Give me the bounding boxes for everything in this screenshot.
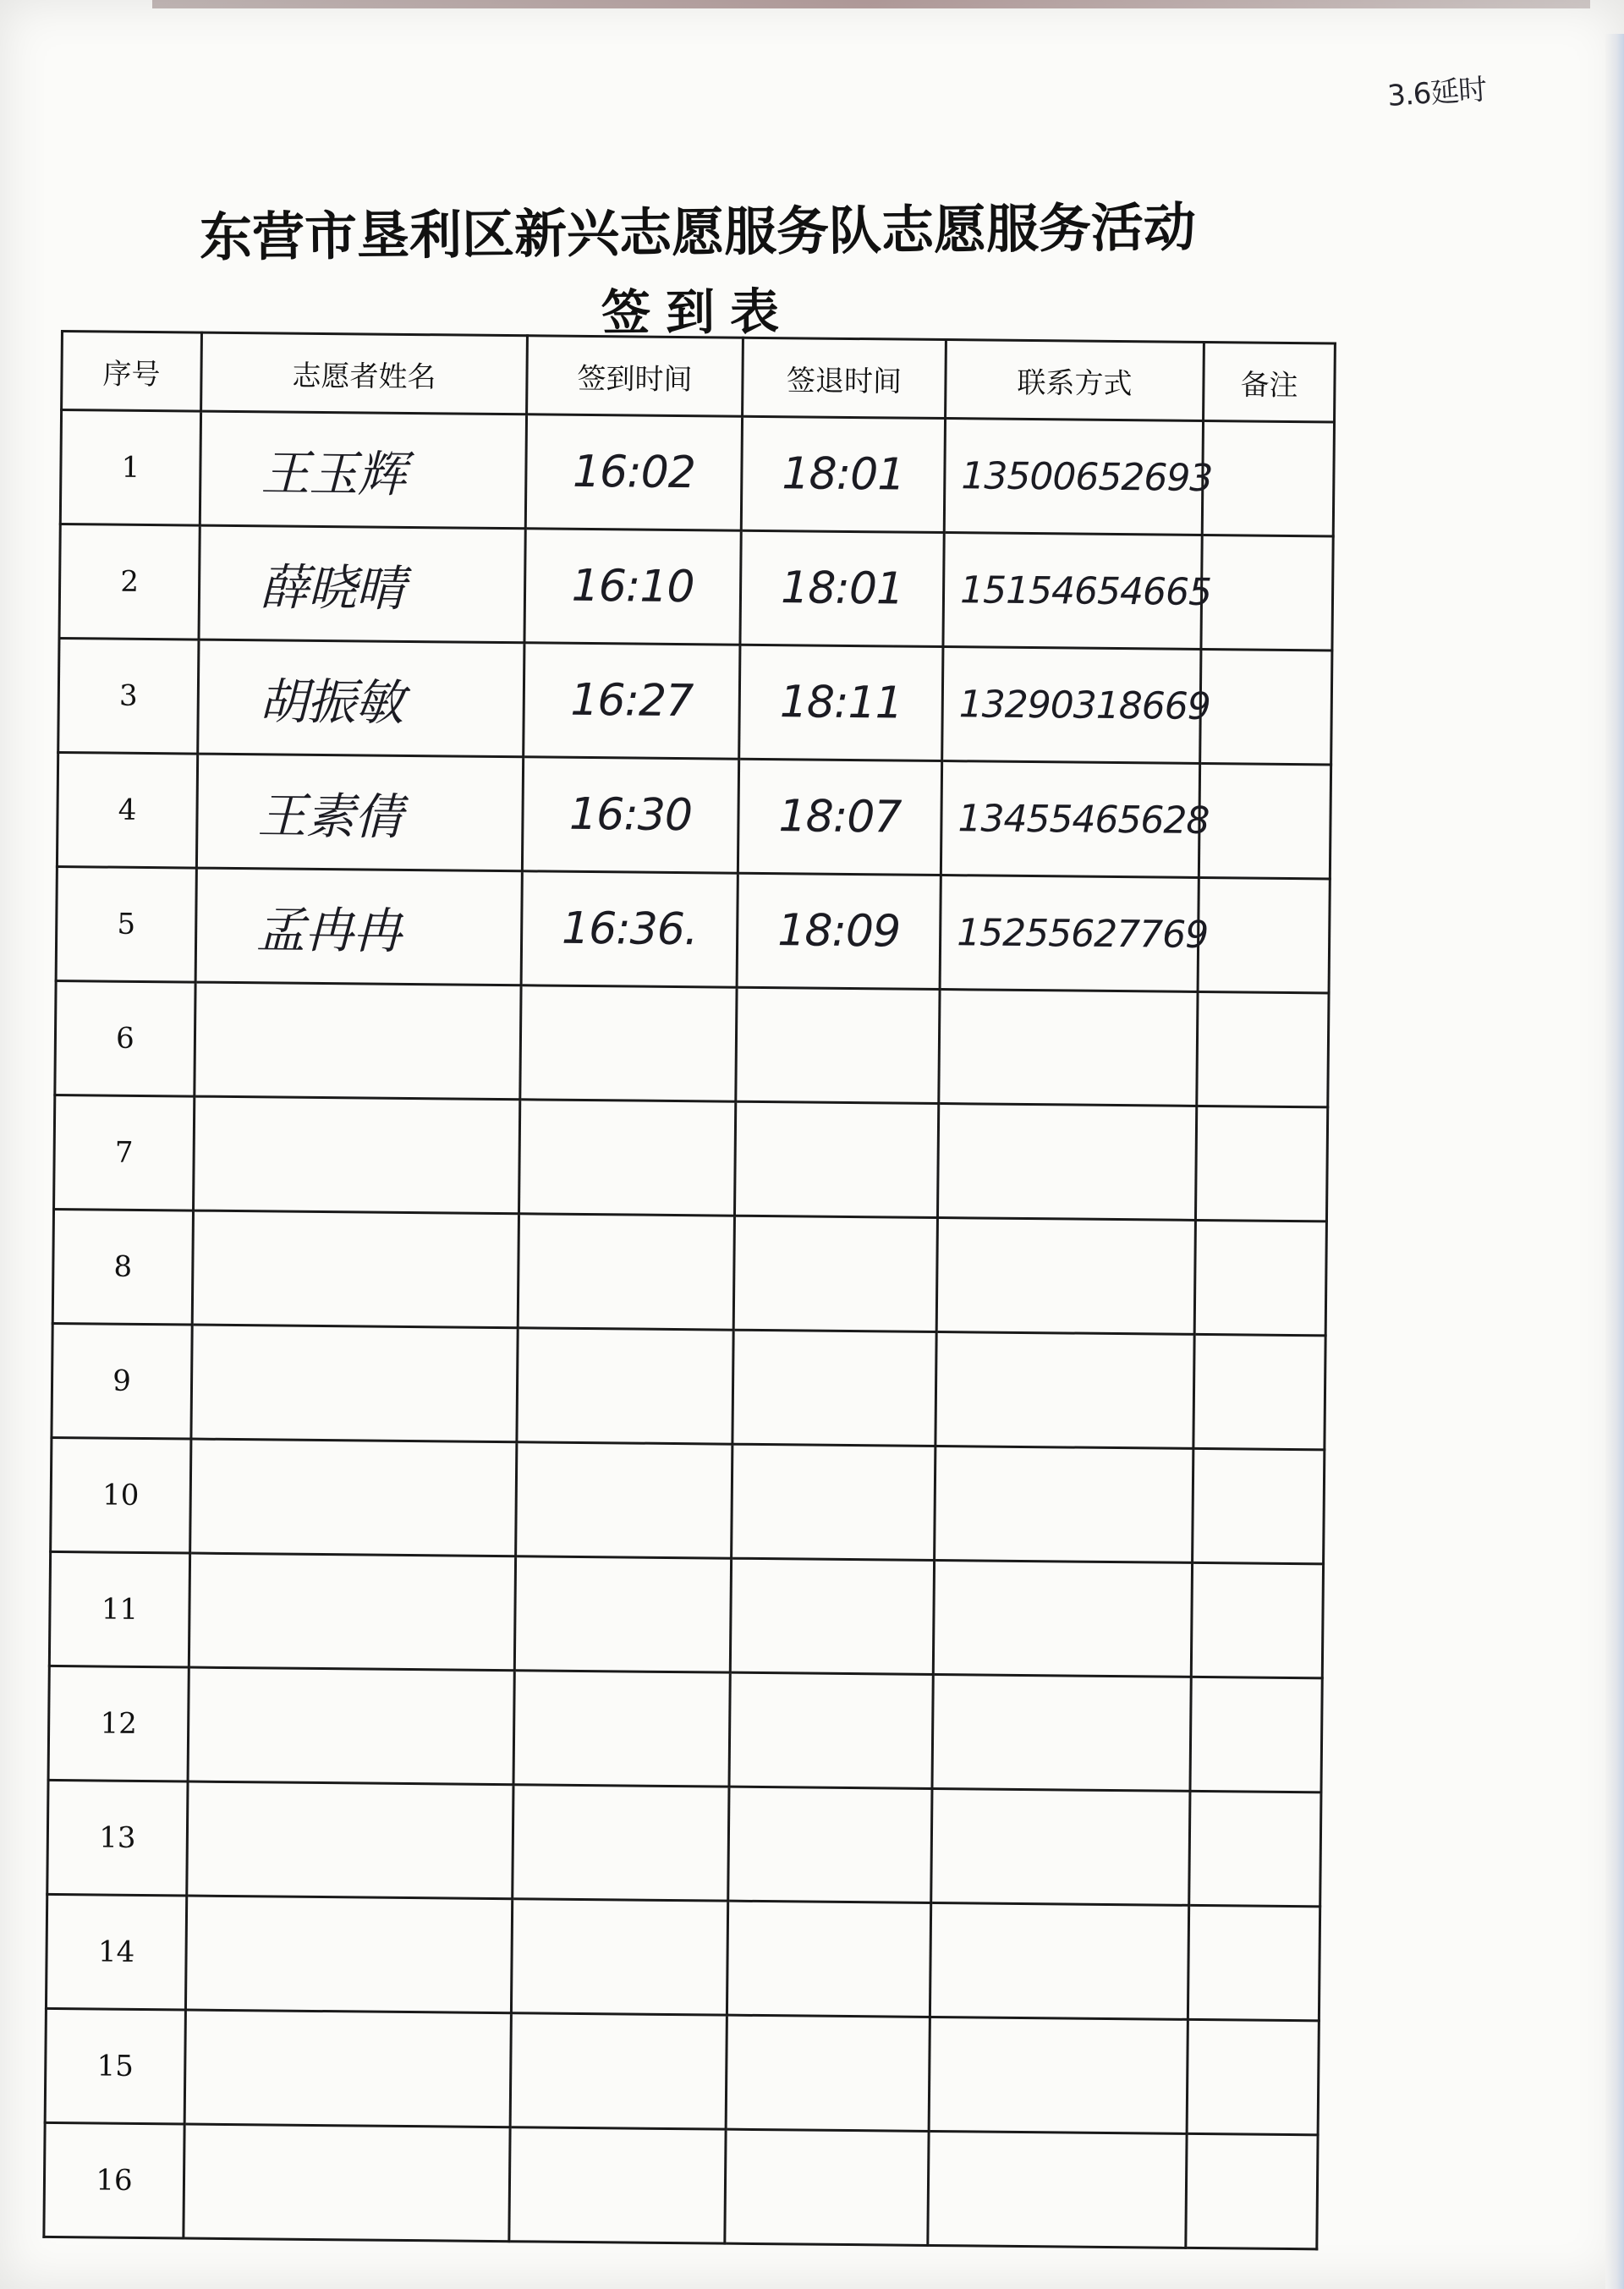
table-row (55, 980, 1329, 1106)
cell-remark (1194, 1220, 1326, 1335)
cell-phone (935, 1446, 1193, 1562)
table-row (60, 410, 1334, 536)
cell-name: 薛晓晴 (199, 525, 525, 643)
cell-remark (1201, 535, 1333, 650)
cell-sign-in (514, 1556, 731, 1672)
document-title: 东营市垦利区新兴志愿服务队志愿服务活动 (199, 195, 1197, 269)
table-row (51, 1437, 1325, 1563)
sign-in-table-wrapper (42, 330, 1334, 2250)
cell-phone (929, 2017, 1188, 2133)
paper-top-edge (152, 0, 1590, 8)
cell-name (195, 982, 521, 1100)
table-row (49, 1551, 1323, 1677)
cell-seq: 6 (55, 980, 195, 1096)
cell-sign-out (730, 1558, 934, 1674)
table-row (59, 524, 1333, 650)
cell-remark (1188, 1905, 1320, 2020)
cell-sign-out (732, 1444, 935, 1560)
cell-phone: 13455465628 (941, 761, 1199, 878)
cell-sign-out: 18:09 (737, 873, 941, 989)
table-row (54, 1095, 1328, 1221)
cell-phone (932, 1674, 1191, 1791)
cell-sign-in: 16:02 (525, 414, 742, 530)
header-sign-out: 签退时间 (743, 338, 946, 418)
cell-remark (1193, 1448, 1325, 1563)
cell-name: 胡振敏 (198, 639, 524, 757)
cell-name (184, 2124, 510, 2242)
cell-remark (1186, 2133, 1318, 2248)
cell-phone: 15255627769 (940, 876, 1199, 992)
cell-remark (1199, 763, 1330, 878)
table-header-row (62, 332, 1336, 422)
cell-sign-in: 16:10 (524, 529, 741, 645)
cell-phone (933, 1560, 1192, 1677)
cell-phone (931, 1788, 1190, 1905)
cell-phone: 13290318669 (942, 647, 1201, 764)
cell-seq: 14 (46, 1894, 186, 2010)
cell-remark (1198, 877, 1330, 992)
cell-name (184, 2010, 511, 2127)
cell-remark (1200, 649, 1332, 764)
cell-seq: 3 (58, 638, 199, 754)
cell-phone (936, 1217, 1195, 1334)
cell-seq: 5 (56, 866, 196, 982)
cell-name (194, 1096, 520, 1214)
cell-seq: 2 (59, 524, 200, 640)
table-row (47, 1780, 1321, 1906)
header-contact: 联系方式 (946, 340, 1204, 421)
cell-sign-in (510, 2013, 727, 2129)
cell-name (192, 1210, 518, 1328)
cell-remark (1193, 1334, 1325, 1449)
cell-sign-out (732, 1330, 936, 1446)
cell-sign-in (513, 1785, 729, 1901)
cell-remark (1191, 1562, 1323, 1677)
cell-seq: 4 (57, 752, 197, 868)
cell-remark (1202, 420, 1334, 535)
cell-sign-out (725, 2129, 929, 2245)
header-seq: 序号 (62, 332, 202, 412)
cell-sign-in: 16:36. (521, 871, 738, 987)
handwritten-note: 3.6延时 (1385, 72, 1488, 114)
cell-phone (939, 990, 1198, 1106)
cell-sign-out: 18:01 (740, 530, 944, 646)
cell-seq: 8 (52, 1209, 193, 1325)
cell-sign-out (733, 1216, 937, 1331)
cell-sign-in: 16:27 (524, 643, 740, 759)
cell-seq: 13 (47, 1780, 188, 1896)
cell-sign-in (518, 1214, 734, 1330)
table-row (45, 2008, 1319, 2134)
cell-phone (928, 2131, 1187, 2248)
cell-sign-in (520, 985, 737, 1101)
cell-sign-in: 16:30 (522, 757, 738, 873)
cell-phone (930, 1902, 1188, 2019)
cell-remark (1189, 1791, 1321, 1906)
cell-remark (1187, 2019, 1319, 2134)
cell-seq: 10 (51, 1437, 191, 1553)
cell-phone: 15154654665 (943, 533, 1202, 650)
cell-sign-out: 18:07 (738, 759, 941, 875)
cell-sign-out (729, 1672, 933, 1788)
paper-right-edge (1605, 34, 1624, 2289)
cell-sign-in (517, 1328, 733, 1444)
table-row (57, 752, 1330, 878)
cell-seq: 7 (54, 1095, 195, 1210)
header-sign-in: 签到时间 (527, 336, 743, 416)
table-row (46, 1894, 1320, 2020)
cell-sign-out (727, 1901, 930, 2017)
cell-seq: 1 (60, 410, 200, 526)
cell-phone (937, 1104, 1196, 1221)
cell-seq: 16 (44, 2122, 184, 2238)
cell-name (185, 1896, 512, 2013)
cell-sign-out (726, 2015, 930, 2131)
cell-phone (935, 1331, 1194, 1448)
cell-seq: 11 (49, 1551, 189, 1667)
cell-phone: 13500652693 (944, 419, 1203, 535)
cell-remark (1197, 991, 1329, 1106)
header-remark: 备注 (1204, 342, 1336, 421)
cell-sign-out: 18:11 (739, 645, 943, 760)
cell-remark (1190, 1677, 1322, 1792)
cell-name (191, 1325, 518, 1442)
document-subtitle: 签到表 (601, 283, 795, 342)
cell-name: 王素倩 (196, 754, 523, 871)
table-row (56, 866, 1330, 992)
cell-name (188, 1667, 514, 1785)
cell-seq: 9 (52, 1323, 192, 1439)
cell-sign-in (518, 1100, 735, 1216)
cell-name: 王玉辉 (200, 411, 526, 529)
cell-sign-out (736, 987, 940, 1103)
sign-in-table (42, 330, 1336, 2250)
cell-name (187, 1781, 513, 1899)
cell-sign-in (513, 1671, 730, 1787)
cell-name (190, 1439, 517, 1556)
cell-remark (1195, 1106, 1327, 1221)
cell-sign-in (509, 2127, 726, 2243)
table-row (52, 1209, 1326, 1335)
cell-sign-in (511, 1899, 727, 2015)
cell-name: 孟冉冉 (195, 868, 522, 985)
cell-sign-out (728, 1787, 932, 1902)
cell-seq: 15 (45, 2008, 185, 2124)
table-row (58, 638, 1332, 764)
cell-sign-in (516, 1442, 732, 1558)
table-row (52, 1323, 1325, 1449)
header-name: 志愿者姓名 (201, 332, 528, 414)
cell-sign-out: 18:01 (741, 416, 945, 532)
table-row (44, 2122, 1318, 2248)
cell-seq: 12 (48, 1666, 189, 1781)
cell-name (189, 1553, 515, 1671)
table-row (48, 1666, 1322, 1792)
cell-sign-out (734, 1101, 938, 1217)
